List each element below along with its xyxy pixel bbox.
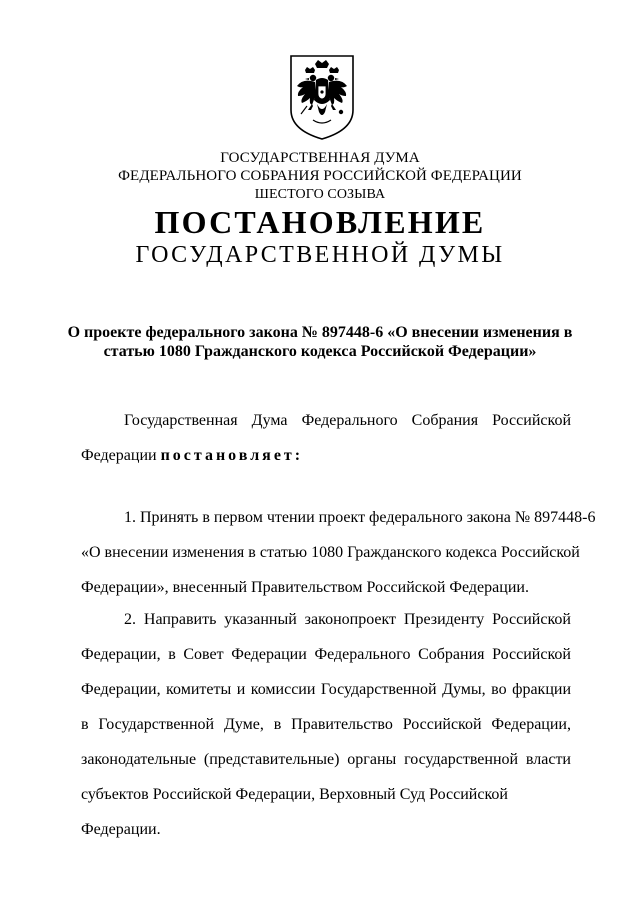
resolves-keyword: постановляет: xyxy=(160,447,304,464)
coat-of-arms-icon xyxy=(285,52,359,142)
resolution-item-2 xyxy=(81,602,571,847)
subject-line2: статью 1080 Гражданского кодекса Российской Федерации» xyxy=(103,343,537,360)
document-subtitle: ГОСУДАРСТВЕННОЙ ДУМЫ xyxy=(135,242,505,268)
document-subject xyxy=(60,323,580,361)
convocation-label: ШЕСТОГО СОЗЫВА xyxy=(254,187,386,202)
item2-line6: субъектов Российской Федерации, Верховный Суд Российской Федерации. xyxy=(81,786,508,838)
item1-line3: Федерации», внесенный Правительством Российской Федерации. xyxy=(81,579,529,596)
preamble-line1: Государственная Дума Федерального Собрания Российской xyxy=(124,412,571,429)
item2-line2: Федерации, в Совет Федерации Федерального Собрания Российской xyxy=(81,646,571,663)
item1-line1: 1. Принять в первом чтении проект федерального закона № 897448-6 xyxy=(124,509,596,526)
subject-line1: О проекте федерального закона № 897448-6 «О внесении изменения в xyxy=(67,324,573,341)
item2-line4: в Государственной Думе, в Правительство Российской Федерации, xyxy=(81,716,571,733)
org-name-line1: ГОСУДАРСТВЕННАЯ ДУМА xyxy=(220,150,420,166)
preamble-paragraph xyxy=(81,403,571,473)
preamble-line2: Федерации постановляет: xyxy=(81,447,304,464)
item1-line2: «О внесении изменения в статью 1080 Гражданского кодекса Российской xyxy=(81,544,580,561)
document-title: ПОСТАНОВЛЕНИЕ xyxy=(154,204,486,240)
item2-line5: законодательные (представительные) органы государственной власти xyxy=(81,751,571,768)
item2-line1: 2. Направить указанный законопроект Президенту Российской xyxy=(124,611,571,628)
item2-line3: Федерации, комитеты и комиссии Государственной Думы, во фракции xyxy=(81,681,571,698)
org-name-line2: ФЕДЕРАЛЬНОГО СОБРАНИЯ РОССИЙСКОЙ ФЕДЕРАЦИИ xyxy=(118,168,522,184)
resolution-item-1 xyxy=(81,500,596,605)
